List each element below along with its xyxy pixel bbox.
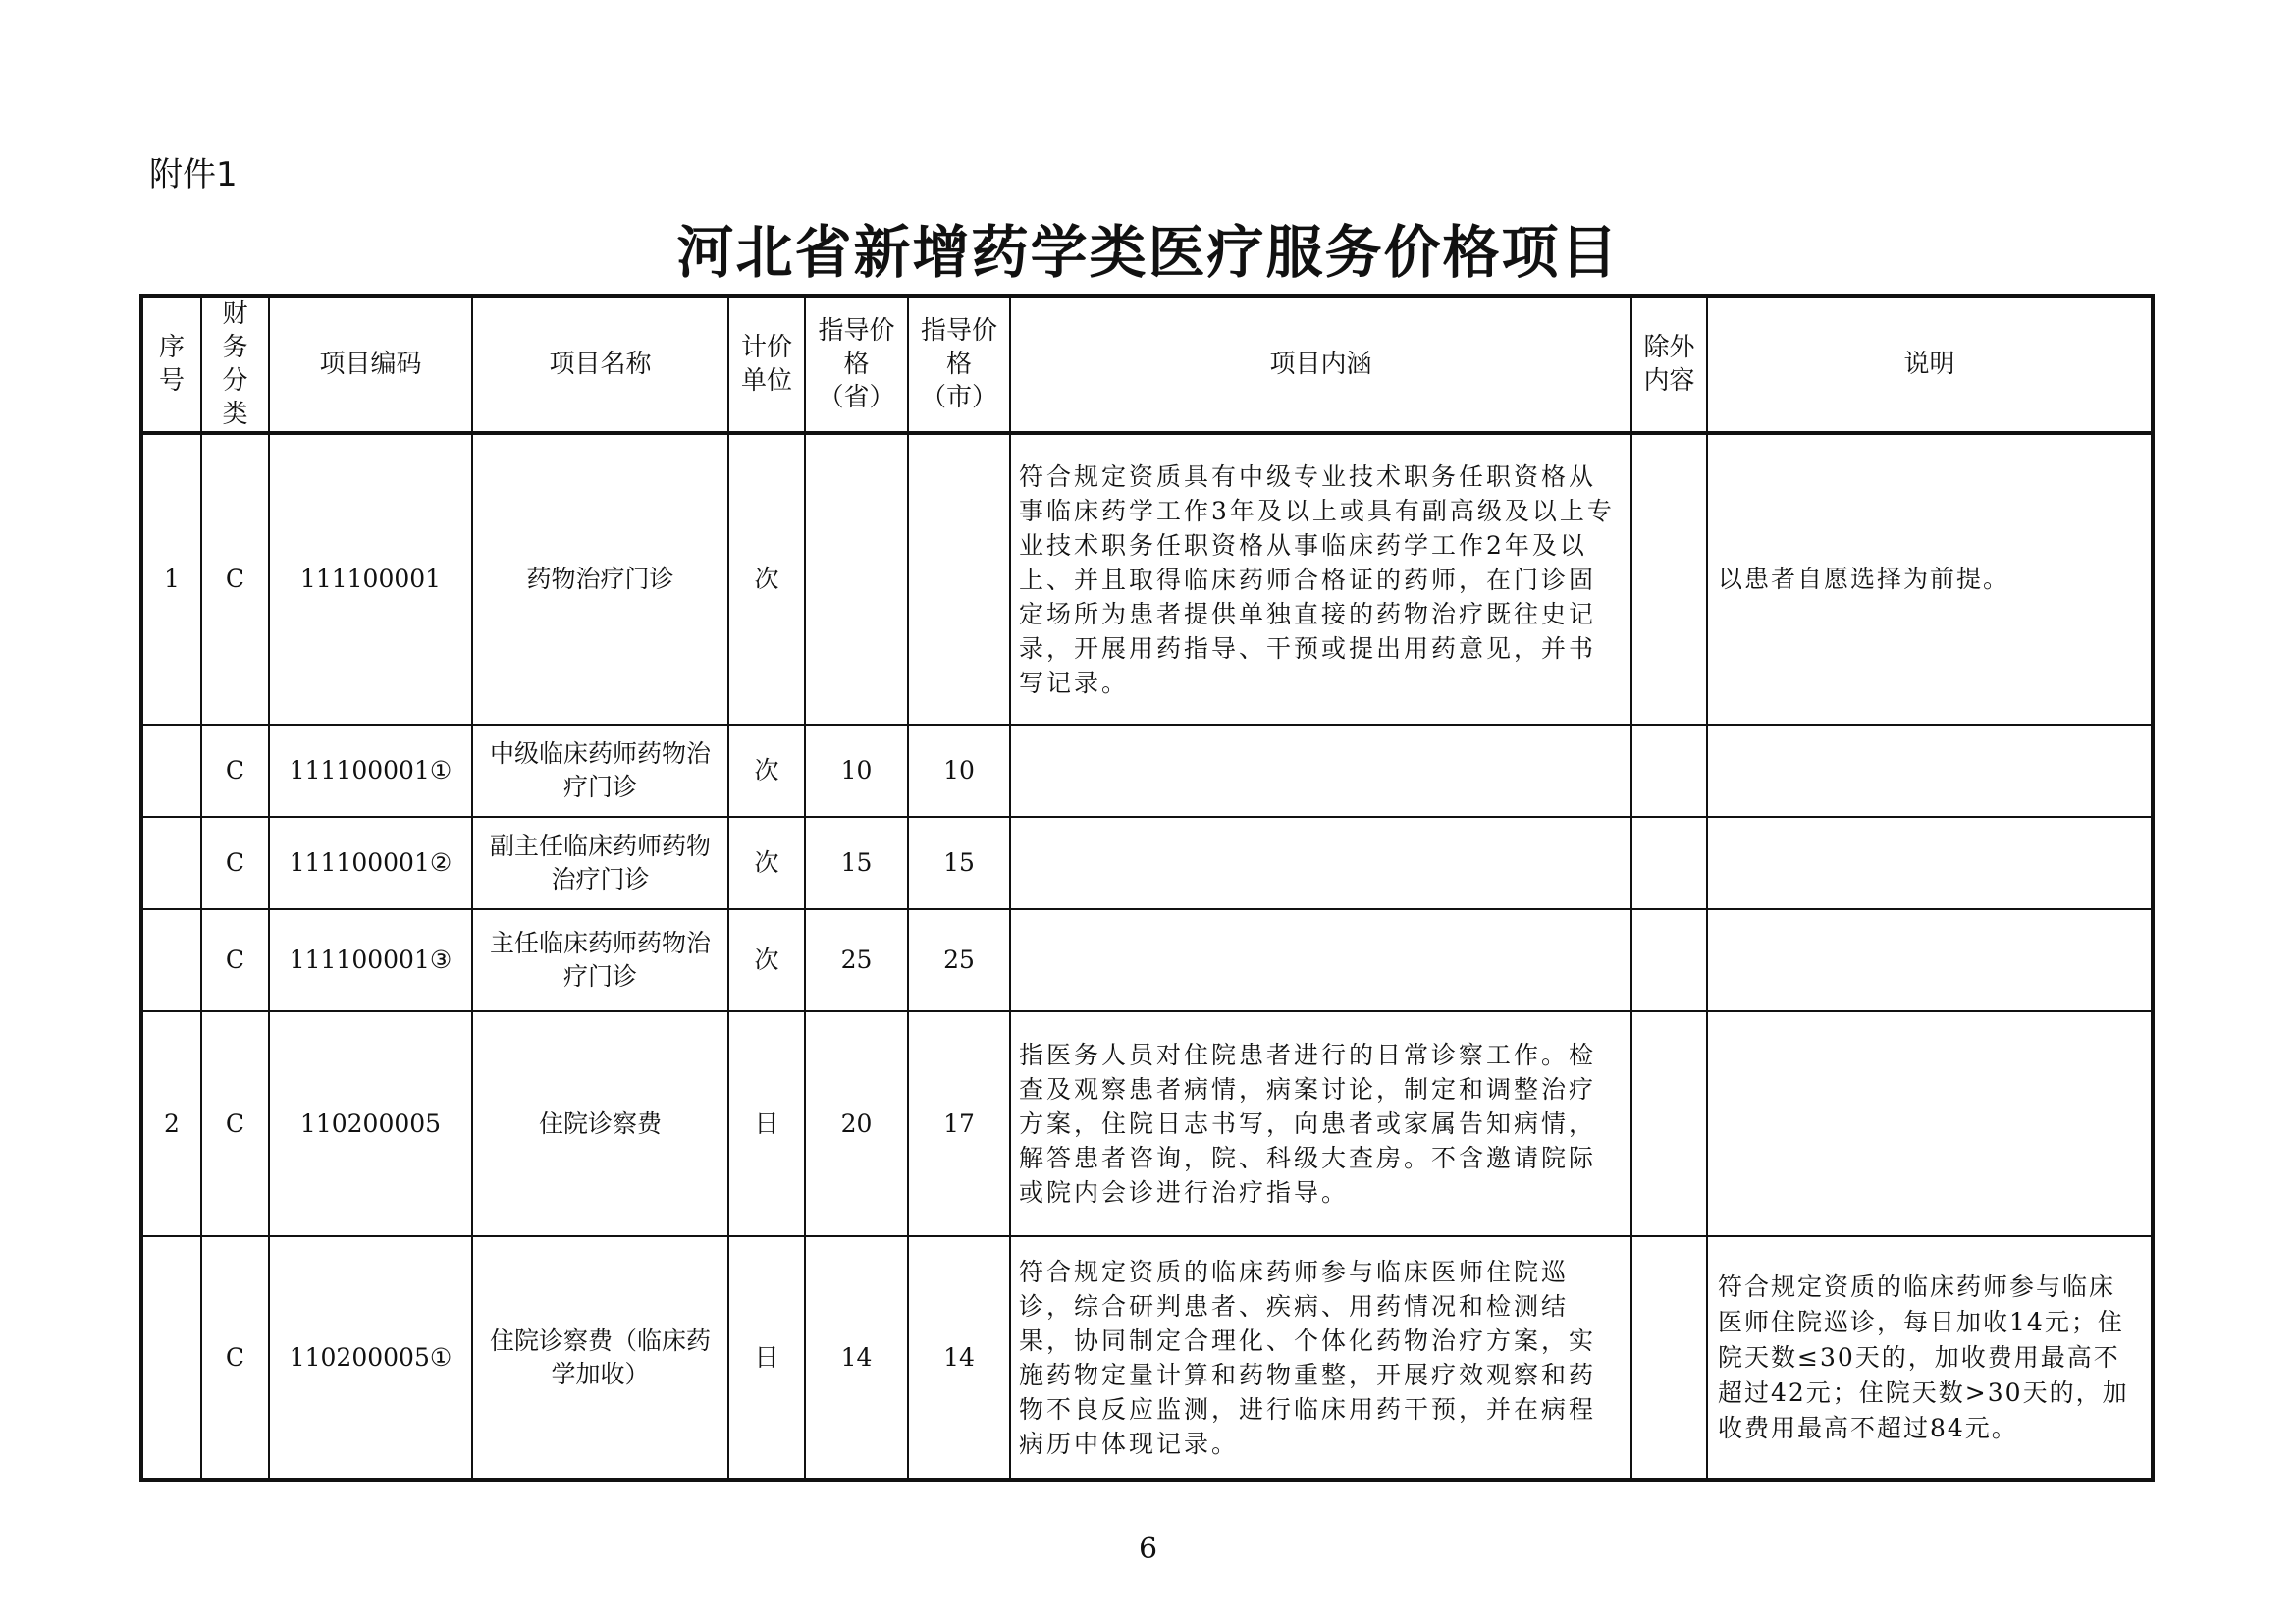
cell-price-province: 14 xyxy=(805,1236,908,1480)
cell-finance: C xyxy=(201,433,269,725)
cell-price-province: 15 xyxy=(805,817,908,909)
cell-code: 111100001③ xyxy=(269,909,472,1011)
cell-price-city: 14 xyxy=(908,1236,1010,1480)
cell-name: 副主任临床药师药物治疗门诊 xyxy=(472,817,728,909)
cell-excluded xyxy=(1631,817,1707,909)
cell-price-city xyxy=(908,433,1010,725)
cell-unit: 次 xyxy=(728,725,805,817)
table-row xyxy=(141,433,2153,725)
header-finance: 财务分类 xyxy=(201,296,269,433)
cell-note xyxy=(1707,1011,2153,1236)
price-table xyxy=(139,294,2155,1482)
cell-excluded xyxy=(1631,433,1707,725)
table-row xyxy=(141,1236,2153,1480)
cell-excluded xyxy=(1631,725,1707,817)
cell-seq xyxy=(141,725,201,817)
header-note: 说明 xyxy=(1707,296,2153,433)
cell-unit: 次 xyxy=(728,433,805,725)
cell-note: 符合规定资质的临床药师参与临床医师住院巡诊，每日加收14元；住院天数≤30天的，加收费用最高不超过42元；住院天数>30天的，加收费用最高不超过84元。 xyxy=(1707,1236,2153,1480)
cell-seq xyxy=(141,909,201,1011)
header-price-province: 指导价格（省） xyxy=(805,296,908,433)
cell-name: 住院诊察费 xyxy=(472,1011,728,1236)
cell-note: 以患者自愿选择为前提。 xyxy=(1707,433,2153,725)
cell-seq: 2 xyxy=(141,1011,201,1236)
cell-seq xyxy=(141,817,201,909)
header-unit: 计价单位 xyxy=(728,296,805,433)
cell-seq: 1 xyxy=(141,433,201,725)
cell-code: 111100001 xyxy=(269,433,472,725)
cell-code: 110200005 xyxy=(269,1011,472,1236)
cell-name: 中级临床药师药物治疗门诊 xyxy=(472,725,728,817)
cell-content xyxy=(1010,909,1631,1011)
header-price-city: 指导价格（市） xyxy=(908,296,1010,433)
page-number: 6 xyxy=(1138,1532,1158,1566)
cell-code: 111100001② xyxy=(269,817,472,909)
table-row xyxy=(141,909,2153,1011)
table-row xyxy=(141,725,2153,817)
cell-finance: C xyxy=(201,817,269,909)
cell-finance: C xyxy=(201,909,269,1011)
cell-content: 符合规定资质的临床药师参与临床医师住院巡诊，综合研判患者、疾病、用药情况和检测结果，协同制定合理化、个体化药物治疗方案，实施药物定量计算和药物重整，开展疗效观察和药物不良反应监测，进行临床用药干预，并在病程病历中体现记录。 xyxy=(1010,1236,1631,1480)
cell-price-city: 25 xyxy=(908,909,1010,1011)
cell-excluded xyxy=(1631,909,1707,1011)
header-name: 项目名称 xyxy=(472,296,728,433)
cell-content: 指医务人员对住院患者进行的日常诊察工作。检查及观察患者病情，病案讨论，制定和调整治疗方案，住院日志书写，向患者或家属告知病情，解答患者咨询，院、科级大查房。不含邀请院际或院内会诊进行治疗指导。 xyxy=(1010,1011,1631,1236)
cell-note xyxy=(1707,817,2153,909)
cell-finance: C xyxy=(201,725,269,817)
cell-finance: C xyxy=(201,1011,269,1236)
header-seq: 序号 xyxy=(141,296,201,433)
cell-excluded xyxy=(1631,1011,1707,1236)
cell-price-city: 15 xyxy=(908,817,1010,909)
cell-price-city: 17 xyxy=(908,1011,1010,1236)
cell-name: 药物治疗门诊 xyxy=(472,433,728,725)
cell-unit: 日 xyxy=(728,1011,805,1236)
cell-name: 主任临床药师药物治疗门诊 xyxy=(472,909,728,1011)
cell-unit: 次 xyxy=(728,817,805,909)
page-title: 河北省新增药学类医疗服务价格项目 xyxy=(676,219,1620,286)
cell-code: 110200005① xyxy=(269,1236,472,1480)
cell-content: 符合规定资质具有中级专业技术职务任职资格从事临床药学工作3年及以上或具有副高级及以上专业技术职务任职资格从事临床药学工作2年及以上、并且取得临床药师合格证的药师，在门诊固定场所为患者提供单独直接的药物治疗既往史记录，开展用药指导、干预或提出用药意见，并书写记录。 xyxy=(1010,433,1631,725)
cell-content xyxy=(1010,725,1631,817)
cell-note xyxy=(1707,725,2153,817)
header-code: 项目编码 xyxy=(269,296,472,433)
cell-finance: C xyxy=(201,1236,269,1480)
cell-price-city: 10 xyxy=(908,725,1010,817)
cell-price-province xyxy=(805,433,908,725)
cell-content xyxy=(1010,817,1631,909)
cell-unit: 日 xyxy=(728,1236,805,1480)
table-row xyxy=(141,817,2153,909)
cell-unit: 次 xyxy=(728,909,805,1011)
table-header-row xyxy=(141,296,2153,433)
header-content: 项目内涵 xyxy=(1010,296,1631,433)
cell-price-province: 20 xyxy=(805,1011,908,1236)
header-excluded: 除外内容 xyxy=(1631,296,1707,433)
table-row xyxy=(141,1011,2153,1236)
cell-note xyxy=(1707,909,2153,1011)
attachment-label: 附件1 xyxy=(149,155,238,194)
cell-excluded xyxy=(1631,1236,1707,1480)
cell-name: 住院诊察费（临床药学加收） xyxy=(472,1236,728,1480)
cell-code: 111100001① xyxy=(269,725,472,817)
cell-price-province: 10 xyxy=(805,725,908,817)
cell-seq xyxy=(141,1236,201,1480)
cell-price-province: 25 xyxy=(805,909,908,1011)
